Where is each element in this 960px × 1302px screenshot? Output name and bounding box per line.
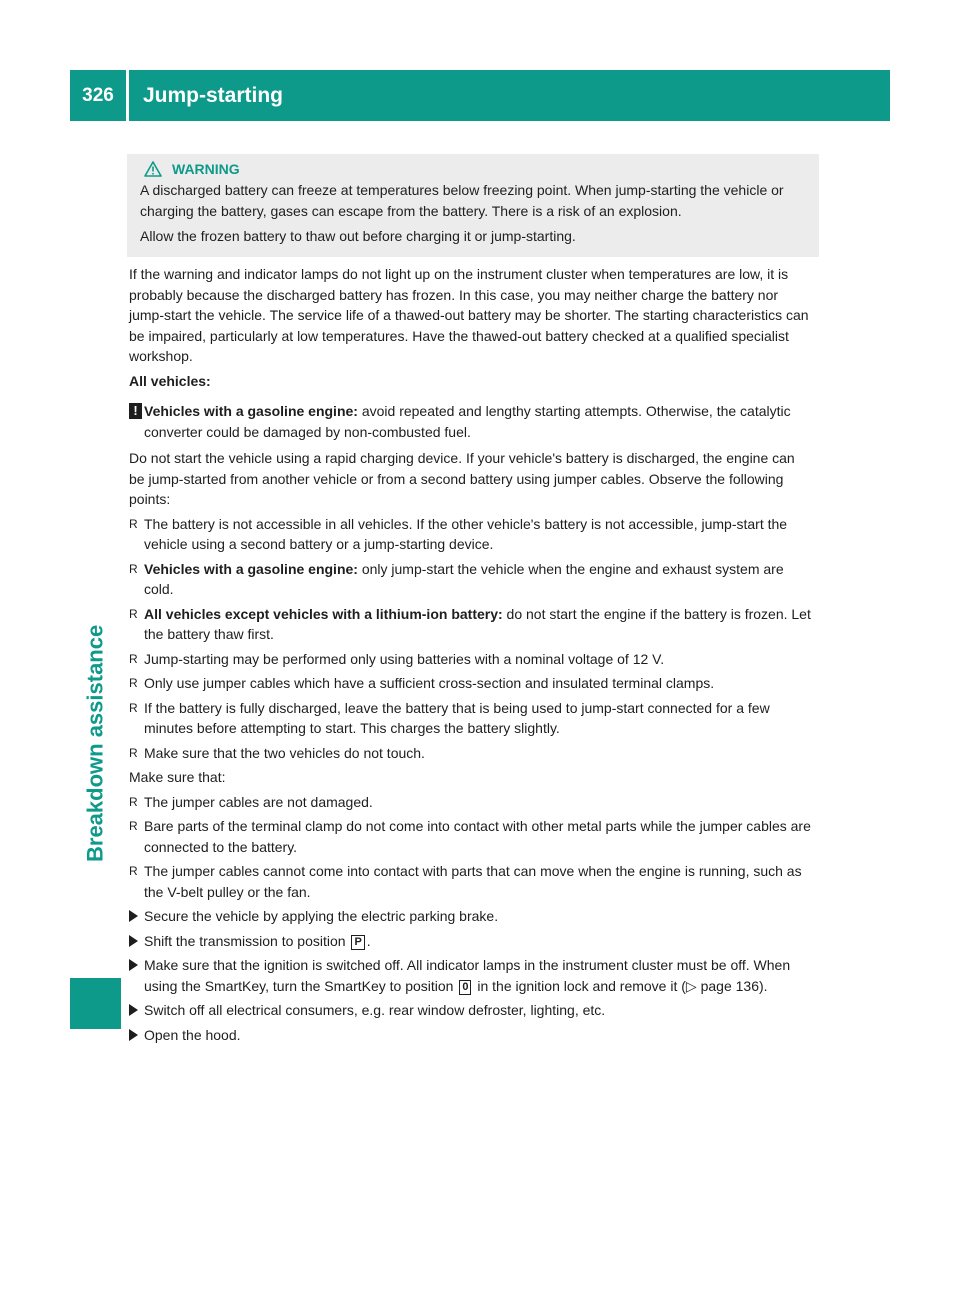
step-text: Open the hood. (144, 1026, 241, 1043)
warning-heading (144, 158, 809, 180)
page-ref-link[interactable]: page 136 (696, 977, 759, 994)
checks-list (129, 792, 812, 903)
list-item (129, 559, 812, 600)
step-text: in the ignition lock and remove it ( (473, 977, 686, 994)
warning-label: WARNING (172, 160, 240, 177)
list-item (129, 861, 812, 902)
bullet-icon: R (129, 794, 138, 809)
list-item (129, 604, 812, 645)
step-text: Make sure that the ignition is switched off. All indicator lamps in the instrument cluster must be off. When using the SmartKey, turn the SmartKey to position (144, 957, 791, 994)
intro-paragraph: If the warning and indicator lamps do not light up on the instrument cluster when temperatures are low, it is probably because the discharged battery has frozen. In this case, you may neither charge the battery nor jump-start the vehicle. The service life of a thawed-out battery may be shorter. The starting characteristics can be impaired, particularly at low temperatures. Have the thawed-out battery checked at a qualified specialist workshop. (129, 266, 809, 364)
list-item (129, 673, 812, 694)
step-item (129, 1025, 812, 1046)
jump-start-paragraph: Do not start the vehicle using a rapid charging device. If your vehicle's battery is discharged, the engine can be jump-started from another vehicle or from a second battery using jumper cables. Observe the following points: (129, 450, 795, 507)
bullet-icon: R (129, 606, 138, 621)
check-text: The jumper cables cannot come into contact with parts that can move when the engine is running, such as the V-belt pulley or the fan. (144, 863, 802, 900)
step-text: Secure the vehicle by applying the electric parking brake. (144, 908, 499, 924)
gear-p-key-icon: P (351, 935, 364, 950)
warning-text-2: Allow the frozen battery to thaw out before charging it or jump-starting. (140, 228, 576, 244)
side-tab (70, 122, 121, 982)
step-text: Switch off all electrical consumers, e.g. rear window defroster, lighting, etc. (144, 1002, 606, 1018)
step-item (129, 1000, 812, 1021)
bullet-icon: R (129, 651, 138, 666)
warning-box (127, 154, 819, 257)
exclamation-icon: ! (129, 403, 142, 419)
list-item (129, 649, 812, 670)
bullet-icon: R (129, 561, 138, 576)
step-text: ). (759, 977, 768, 994)
header-bar (70, 70, 890, 121)
point-bold: All vehicles except vehicles with a lithium-ion battery: (144, 605, 503, 622)
warning-text-1: A discharged battery can freeze at temperatures below freezing point. When jump-starting the vehicle or charging the battery, gases can escape from the battery. There is a risk of an explosion. (140, 182, 784, 219)
list-item (129, 698, 812, 739)
list-item (129, 743, 812, 764)
bullet-icon: R (129, 700, 138, 715)
step-arrow-icon (129, 959, 138, 971)
page-number: 326 (82, 85, 114, 106)
step-item (129, 955, 812, 996)
note-bold: Vehicles with a gasoline engine: (144, 403, 358, 419)
page-title: Jump-starting (143, 84, 284, 107)
step-arrow-icon (129, 935, 138, 947)
point-text: Only use jumper cables which have a sufficient cross-section and insulated terminal clamps. (144, 675, 715, 691)
side-tab-label: Breakdown assistance (82, 624, 108, 862)
check-text: Bare parts of the terminal clamp do not come into contact with other metal parts while the jumper cables are connected to the battery. (144, 818, 811, 855)
page-content (129, 154, 812, 1049)
list-item (129, 816, 812, 857)
key-position-0-icon: 0 (459, 980, 471, 995)
point-text: If the battery is fully discharged, leave the battery that is being used to jump-start connected for a few minutes before attempting to start. This charges the battery slightly. (144, 699, 770, 736)
point-text: do not start the engine if the battery is frozen. Let the battery thaw first. (144, 605, 811, 642)
all-vehicles-heading: All vehicles: (129, 372, 211, 389)
steps-list (129, 906, 812, 1045)
step-arrow-icon (129, 910, 138, 922)
point-text: only jump-start the vehicle when the engine and exhaust system are cold. (144, 560, 784, 597)
page-ref-icon: ▷ (685, 977, 697, 994)
step-arrow-icon (129, 1029, 138, 1041)
point-bold: Vehicles with a gasoline engine: (144, 560, 358, 577)
warning-triangle-icon (144, 161, 162, 177)
step-arrow-icon (129, 1004, 138, 1016)
points-list (129, 514, 812, 764)
bullet-icon: R (129, 676, 138, 690)
note-block (129, 401, 812, 442)
step-item (129, 906, 812, 927)
step-text: . (366, 932, 371, 949)
bullet-icon: R (129, 745, 138, 760)
list-item (129, 514, 812, 555)
step-text: Shift the transmission to position (144, 932, 350, 949)
note-text: avoid repeated and lengthy starting attempts. Otherwise, the catalytic converter could be damaged by non-combusted fuel. (144, 403, 791, 440)
bullet-icon: R (129, 819, 138, 833)
bullet-icon: R (129, 864, 138, 878)
step-item (129, 931, 812, 952)
point-text: Jump-starting may be performed only using batteries with a nominal voltage of 12 V. (144, 650, 665, 667)
side-tab-block (70, 978, 121, 1029)
bullet-icon: R (129, 516, 138, 531)
check-text: The jumper cables are not damaged. (144, 793, 373, 810)
point-text: The battery is not accessible in all vehicles. If the other vehicle's battery is not accessible, jump-start the vehicle using a second battery or a jump-starting device. (144, 515, 788, 552)
header-divider (126, 70, 129, 121)
point-text: Make sure that the two vehicles do not touch. (144, 744, 425, 761)
list-item (129, 792, 812, 813)
make-sure-heading: Make sure that: (129, 769, 226, 785)
